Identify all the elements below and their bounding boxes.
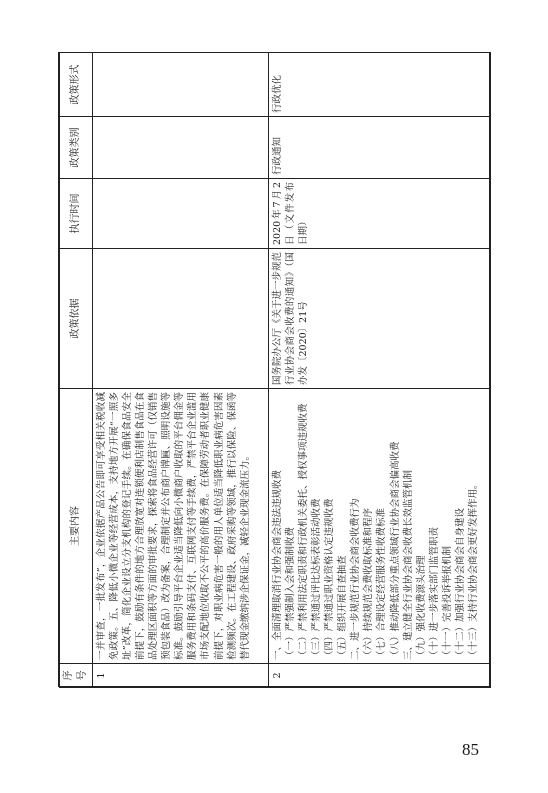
policy-table-frame <box>58 52 490 687</box>
row2-main-line: （十二）加强行业协会商会自身建设 <box>455 507 467 660</box>
policy-table <box>59 52 491 688</box>
table-header-row <box>60 53 93 688</box>
row2-main-line: （八）推动降低部分重点领域行业协会商会偏高收费 <box>389 441 401 660</box>
header-execution-time: 执行时间 <box>60 179 93 249</box>
table-row <box>92 53 268 688</box>
row1-time <box>92 179 268 249</box>
row2-main-line: （十一）完善投诉举报机制 <box>442 545 454 660</box>
row2-main-line: （四）严禁通过职业资格认定违规收费 <box>324 498 336 660</box>
row2-main-line: 三、建立健全行业协会商会收费长效监管机制 <box>402 469 414 660</box>
table-row <box>268 53 490 688</box>
row2-seq: 2 <box>268 664 490 688</box>
rotated-table-wrapper <box>59 53 491 688</box>
row2-main-line: （九）强化收费源头治理 <box>415 555 427 660</box>
row2-main-line: （七）合理设定经营服务性收费标准 <box>376 507 388 660</box>
row1-main-content: 一并审查，一批发布”，企业依据产品公告即可享受相关税收减免政策。五、降低小微企业等经营成本，支持地方开展“一照多址”改革，简化企业设立分支机构的登记手续。在确保食品安全前提下，鼓励有条件的地方合理放宽对连锁便利店制售食品在食品处理区面积等方面的审批要求，探索将食品经营许可（仅销售预包装食品）改为备案，合理制定并公布商户牌匾、照明设施等标准。鼓励引导平台企业适当降低向小微商户收取的平台佣金等服务费用和条码支付、互联网支付等手续费，严禁平台企业滥用市场支配地位收取不公平的高价服务费。在保障劳动者职业健康前提下，对职业病危害一般的用人单位适当降低职业病危害因素检测频次。在工程建设、政府采购等领域，推行以保险、保函等替代现金缴纳涉企保证金，减轻企业现金流压力。 <box>92 389 268 664</box>
row1-seq: 1 <box>92 664 268 688</box>
row2-policy-category: 行政通知 <box>268 117 490 179</box>
row1-basis <box>92 249 268 389</box>
row1-form <box>92 53 268 117</box>
row2-main-content <box>268 389 490 664</box>
row2-main-line: （一）严禁强制入会和强制收费 <box>284 526 296 660</box>
page-number: 85 <box>462 740 479 759</box>
header-seq: 序号 <box>60 664 93 688</box>
row2-main-line: 二、进一步规范行业协会商会收费行为 <box>350 498 362 660</box>
header-policy-basis: 政策依据 <box>60 249 93 389</box>
row2-main-line: （六）持续规范会费收取标准和程序 <box>363 507 375 660</box>
row2-main-line: （三）严禁通过评比达标表彰活动收费 <box>310 498 322 660</box>
row2-main-line: （十）进一步落实部门监管职责 <box>428 526 440 660</box>
row2-policy-basis: 国务院办公厅《关于进一步规范行业协会商会收费的通知》（国办发〔2020〕21号 <box>268 249 490 389</box>
row2-main-line: （十三）支持行业协会商会更好发挥作用。 <box>468 479 480 660</box>
row2-main-line: （五）组织开展自查抽查 <box>337 555 349 660</box>
header-policy-category: 政策类别 <box>60 117 93 179</box>
header-main-content: 主要内容 <box>60 389 93 664</box>
row2-execution-time: 2020年7月2日（文件发布日期） <box>268 179 490 249</box>
row2-main-line: 一、全面清理取消行业协会商会违法违规收费 <box>271 469 283 660</box>
row2-policy-form: 行政优化 <box>268 53 490 117</box>
row1-type <box>92 117 268 179</box>
row2-main-line: （二）严禁利用法定职责和行政机关委托、授权事项违规收费 <box>297 403 309 660</box>
header-policy-form: 政策形式 <box>60 53 93 117</box>
